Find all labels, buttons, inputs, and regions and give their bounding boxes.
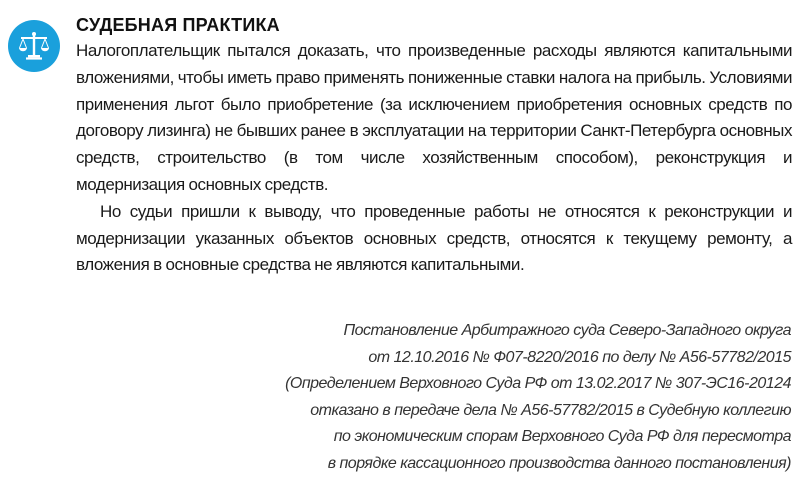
section-title: СУДЕБНАЯ ПРАКТИКА <box>76 15 280 35</box>
scales-of-justice-icon <box>8 20 60 72</box>
citation-line: в порядке кассационного производства данного постановления) <box>327 454 791 472</box>
case-citation <box>271 318 791 477</box>
scales-glyph <box>17 29 51 63</box>
citation-line: отказано в передаче дела № А56-57782/2015 в Судебную коллегию <box>310 401 791 419</box>
citation-line: Постановление Арбитражного суда Северо-Западного округа <box>343 322 791 339</box>
paragraph-ruling: Но судьи пришли к выводу, что проведенные работы не относятся к реконструкции и модернизации указанных объектов основных средств, относятся к текущему ремонту, а вложения в основные средства не являются капитальными. <box>76 201 792 275</box>
citation-line: от 12.10.2016 № Ф07-8220/2016 по делу № А56-57782/2015 <box>368 348 791 366</box>
paragraph-claim: Налогоплательщик пытался доказать, что произведенные расходы являются капитальными вложениями, чтобы иметь право применять пониженные ставки налога на прибыль. Условиями применения льгот было приобретение (за исключением приобретения основных средств по договору лизинга) не бывших ранее в эксплуатации на территории Санкт-Петербурга основных средств, строительство (в том числе хозяйственным способом), реконструкция и модернизация основных средств. <box>76 41 792 194</box>
citation-line: по экономическим спорам Верховного Суда РФ для пересмотра <box>333 428 791 445</box>
court-practice-block <box>76 12 792 279</box>
citation-line: (Определением Верховного Суда РФ от 13.02.2017 № 307-ЭС16-20124 <box>285 375 791 392</box>
